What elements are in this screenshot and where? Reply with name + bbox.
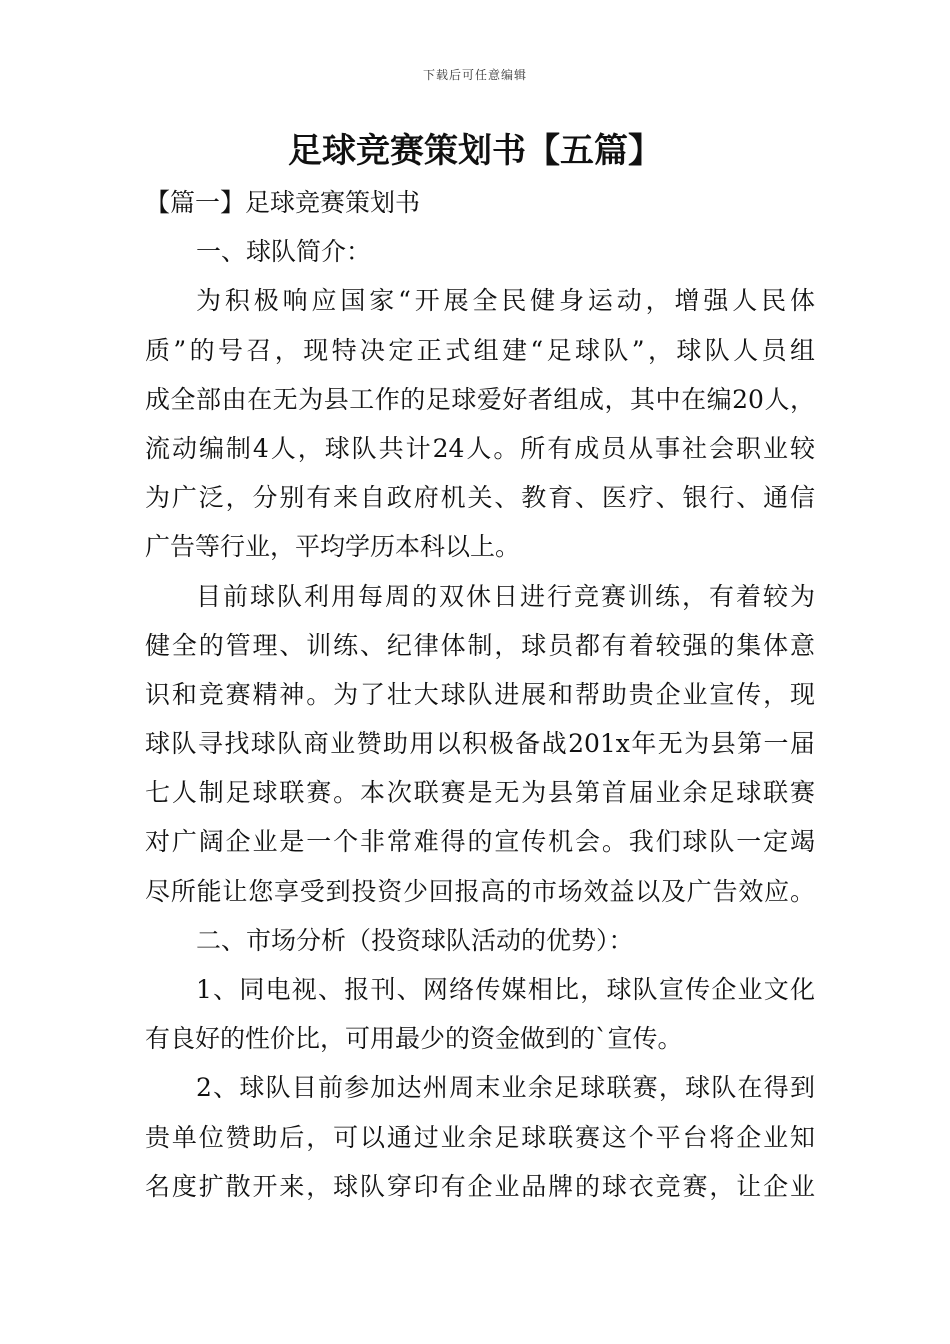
text-line: 【篇一】足球竞赛策划书 bbox=[145, 188, 421, 217]
text-line: 球队寻找球队商业赞助用以积极备战201x年无为县第一届 bbox=[145, 729, 815, 759]
text-line: 对广阔企业是一个非常难得的宣传机会。我们球队一定竭 bbox=[145, 827, 815, 857]
text-line: 质”的号召，现特决定正式组建“足球队”，球队人员组 bbox=[145, 335, 815, 365]
text-line: 健全的管理、训练、纪律体制，球员都有着较强的集体意 bbox=[145, 630, 815, 660]
text-line: 一、球队简介： bbox=[196, 237, 372, 267]
text-line: 为广泛，分别有来自政府机关、教育、医疗、银行、通信 bbox=[145, 483, 815, 513]
text-line: 为积极响应国家“开展全民健身运动，增强人民体 bbox=[196, 286, 815, 316]
text-line: 流动编制4人，球队共计24人。所有成员从事社会职业较 bbox=[145, 433, 815, 463]
text-line: 贵单位赞助后，可以通过业余足球联赛这个平台将企业知 bbox=[145, 1122, 815, 1152]
document-body bbox=[145, 178, 815, 1211]
header-note: 下载后可任意编辑 bbox=[422, 68, 527, 82]
text-line: 七人制足球联赛。本次联赛是无为县第首届业余足球联赛 bbox=[145, 778, 815, 808]
document-title: 足球竞赛策划书【五篇】 bbox=[288, 131, 662, 171]
text-line: 识和竞赛精神。为了壮大球队进展和帮助贵企业宣传，现 bbox=[145, 679, 815, 709]
text-line: 2、球队目前参加达州周末业余足球联赛，球队在得到 bbox=[196, 1073, 815, 1103]
text-line: 尽所能让您享受到投资少回报高的市场效益以及广告效应。 bbox=[145, 876, 815, 906]
text-line: 成全部由在无为县工作的足球爱好者组成，其中在编20人， bbox=[145, 384, 815, 414]
text-line: 二、市场分析（投资球队活动的优势）： bbox=[196, 925, 634, 955]
text-line: 名度扩散开来，球队穿印有企业品牌的球衣竞赛，让企业 bbox=[145, 1171, 815, 1201]
text-line: 目前球队利用每周的双休日进行竞赛训练，有着较为 bbox=[196, 581, 815, 611]
text-line: 1、同电视、报刊、网络传媒相比，球队宣传企业文化 bbox=[196, 975, 815, 1004]
text-line: 广告等行业，平均学历本科以上。 bbox=[145, 532, 521, 562]
text-line: 有良好的性价比，可用最少的资金做到的`宣传。 bbox=[145, 1024, 683, 1054]
